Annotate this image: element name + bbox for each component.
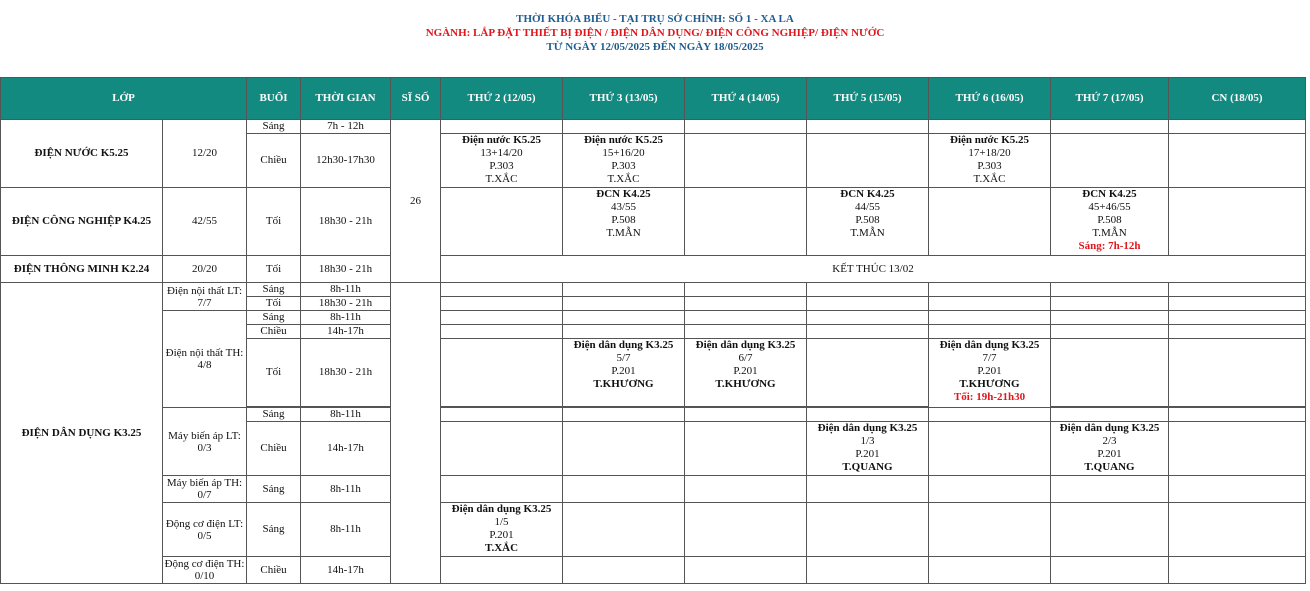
table-row xyxy=(1,476,1306,503)
subject: Máy biến áp LT: 0/3 xyxy=(163,408,247,476)
time: 18h30 - 21h xyxy=(301,188,391,256)
lesson-cell: Điện nước K5.25 15+16/20 P.303 T.XẮC xyxy=(563,134,685,188)
time: 8h-11h xyxy=(301,283,391,297)
timetable xyxy=(0,77,1306,584)
time: 8h-11h xyxy=(301,503,391,557)
subject: Động cơ điện LT: 0/5 xyxy=(163,503,247,557)
schedule-title: THỜI KHÓA BIỂU - TẠI TRỤ SỞ CHÍNH: SỐ 1 - XA LA xyxy=(516,13,794,25)
col-thoi-gian: THỜI GIAN xyxy=(301,78,391,120)
schedule-major: NGÀNH: LẮP ĐẶT THIẾT BỊ ĐIỆN / ĐIỆN DÂN DỤNG/ ĐIỆN CÔNG NGHIỆP/ ĐIỆN NƯỚC xyxy=(425,27,885,39)
session: Tối xyxy=(247,256,301,283)
col-thu-6: THỨ 6 (16/05) xyxy=(929,78,1051,120)
class-dcn: ĐIỆN CÔNG NGHIỆP K4.25 xyxy=(1,188,163,256)
col-lop: LỚP xyxy=(1,78,247,120)
time: 18h30 - 21h xyxy=(301,256,391,283)
time: 14h-17h xyxy=(301,557,391,584)
lesson-cell: Điện dân dụng K3.25 1/3 P.201 T.QUANG xyxy=(807,422,929,476)
lesson-cell: ĐCN K4.25 44/55 P.508 T.MẪN xyxy=(807,188,929,256)
time: 14h-17h xyxy=(301,422,391,476)
col-thu-5: THỨ 5 (15/05) xyxy=(807,78,929,120)
table-row xyxy=(1,503,1306,557)
lesson-cell: ĐCN K4.25 43/55 P.508 T.MẪN xyxy=(563,188,685,256)
col-thu-3: THỨ 3 (13/05) xyxy=(563,78,685,120)
time: 8h-11h xyxy=(301,476,391,503)
lesson-cell: ĐCN K4.25 45+46/55 P.508 T.MẪN Sáng: 7h-12h xyxy=(1051,188,1169,256)
class-dien-nuoc: ĐIỆN NƯỚC K5.25 xyxy=(1,120,163,188)
subject: Máy biến áp TH: 0/7 xyxy=(163,476,247,503)
session: Chiều xyxy=(247,557,301,584)
time: 12h30-17h30 xyxy=(301,134,391,188)
col-buoi: BUỔI xyxy=(247,78,301,120)
ket-thuc-note: KẾT THÚC 13/02 xyxy=(441,256,1306,283)
table-row xyxy=(1,120,1306,134)
session: Sáng xyxy=(247,120,301,134)
class-ratio: 42/55 xyxy=(163,188,247,256)
class-ddd: ĐIỆN DÂN DỤNG K3.25 xyxy=(1,283,163,584)
time: 18h30 - 21h xyxy=(301,297,391,311)
session: Sáng xyxy=(247,503,301,557)
table-row xyxy=(1,557,1306,584)
session: Tối xyxy=(247,339,301,407)
session: Sáng xyxy=(247,408,301,422)
session: Sáng xyxy=(247,476,301,503)
session: Sáng xyxy=(247,283,301,297)
table-row xyxy=(1,408,1306,422)
time: 18h30 - 21h xyxy=(301,339,391,407)
subject: Động cơ điện TH: 0/10 xyxy=(163,557,247,584)
col-cn: CN (18/05) xyxy=(1169,78,1306,120)
table-row xyxy=(1,256,1306,283)
lesson-cell: Điện dân dụng K3.25 1/5 P.201 T.XẮC xyxy=(441,503,563,557)
col-si-so: SĨ SỐ xyxy=(391,78,441,120)
time: 14h-17h xyxy=(301,325,391,339)
session: Sáng xyxy=(247,311,301,325)
lesson-cell: Điện dân dụng K3.25 5/7 P.201 T.KHƯƠNG xyxy=(563,339,685,407)
time: 8h-11h xyxy=(301,311,391,325)
table-row xyxy=(1,311,1306,325)
table-row xyxy=(1,188,1306,256)
time: 8h-11h xyxy=(301,408,391,422)
col-thu-4: THỨ 4 (14/05) xyxy=(685,78,807,120)
subject: Điện nội thất TH: 4/8 xyxy=(163,311,247,408)
lesson-cell: Điện dân dụng K3.25 6/7 P.201 T.KHƯƠNG xyxy=(685,339,807,407)
session: Chiều xyxy=(247,134,301,188)
class-ratio: 20/20 xyxy=(163,256,247,283)
lesson-cell: Điện dân dụng K3.25 2/3 P.201 T.QUANG xyxy=(1051,422,1169,476)
col-thu-2: THỨ 2 (12/05) xyxy=(441,78,563,120)
session: Chiều xyxy=(247,422,301,476)
session: Tối xyxy=(247,297,301,311)
session: Tối xyxy=(247,188,301,256)
table-row xyxy=(1,283,1306,297)
lesson-cell: Điện nước K5.25 13+14/20 P.303 T.XẮC xyxy=(441,134,563,188)
lesson-cell: Điện dân dụng K3.25 7/7 P.201 T.KHƯƠNG Tối: 19h-21h30 xyxy=(929,339,1051,408)
lesson-cell: Điện nước K5.25 17+18/20 P.303 T.XẮC xyxy=(929,134,1051,188)
si-so: 26 xyxy=(391,120,441,283)
schedule-date-range: TỪ NGÀY 12/05/2025 ĐẾN NGÀY 18/05/2025 xyxy=(546,41,764,53)
session: Chiều xyxy=(247,325,301,339)
col-thu-7: THỨ 7 (17/05) xyxy=(1051,78,1169,120)
header-row xyxy=(1,78,1306,120)
time: 7h - 12h xyxy=(301,120,391,134)
class-ratio: 12/20 xyxy=(163,120,247,188)
class-dtm: ĐIỆN THÔNG MINH K2.24 xyxy=(1,256,163,283)
subject: Điện nội thất LT: 7/7 xyxy=(163,283,247,311)
